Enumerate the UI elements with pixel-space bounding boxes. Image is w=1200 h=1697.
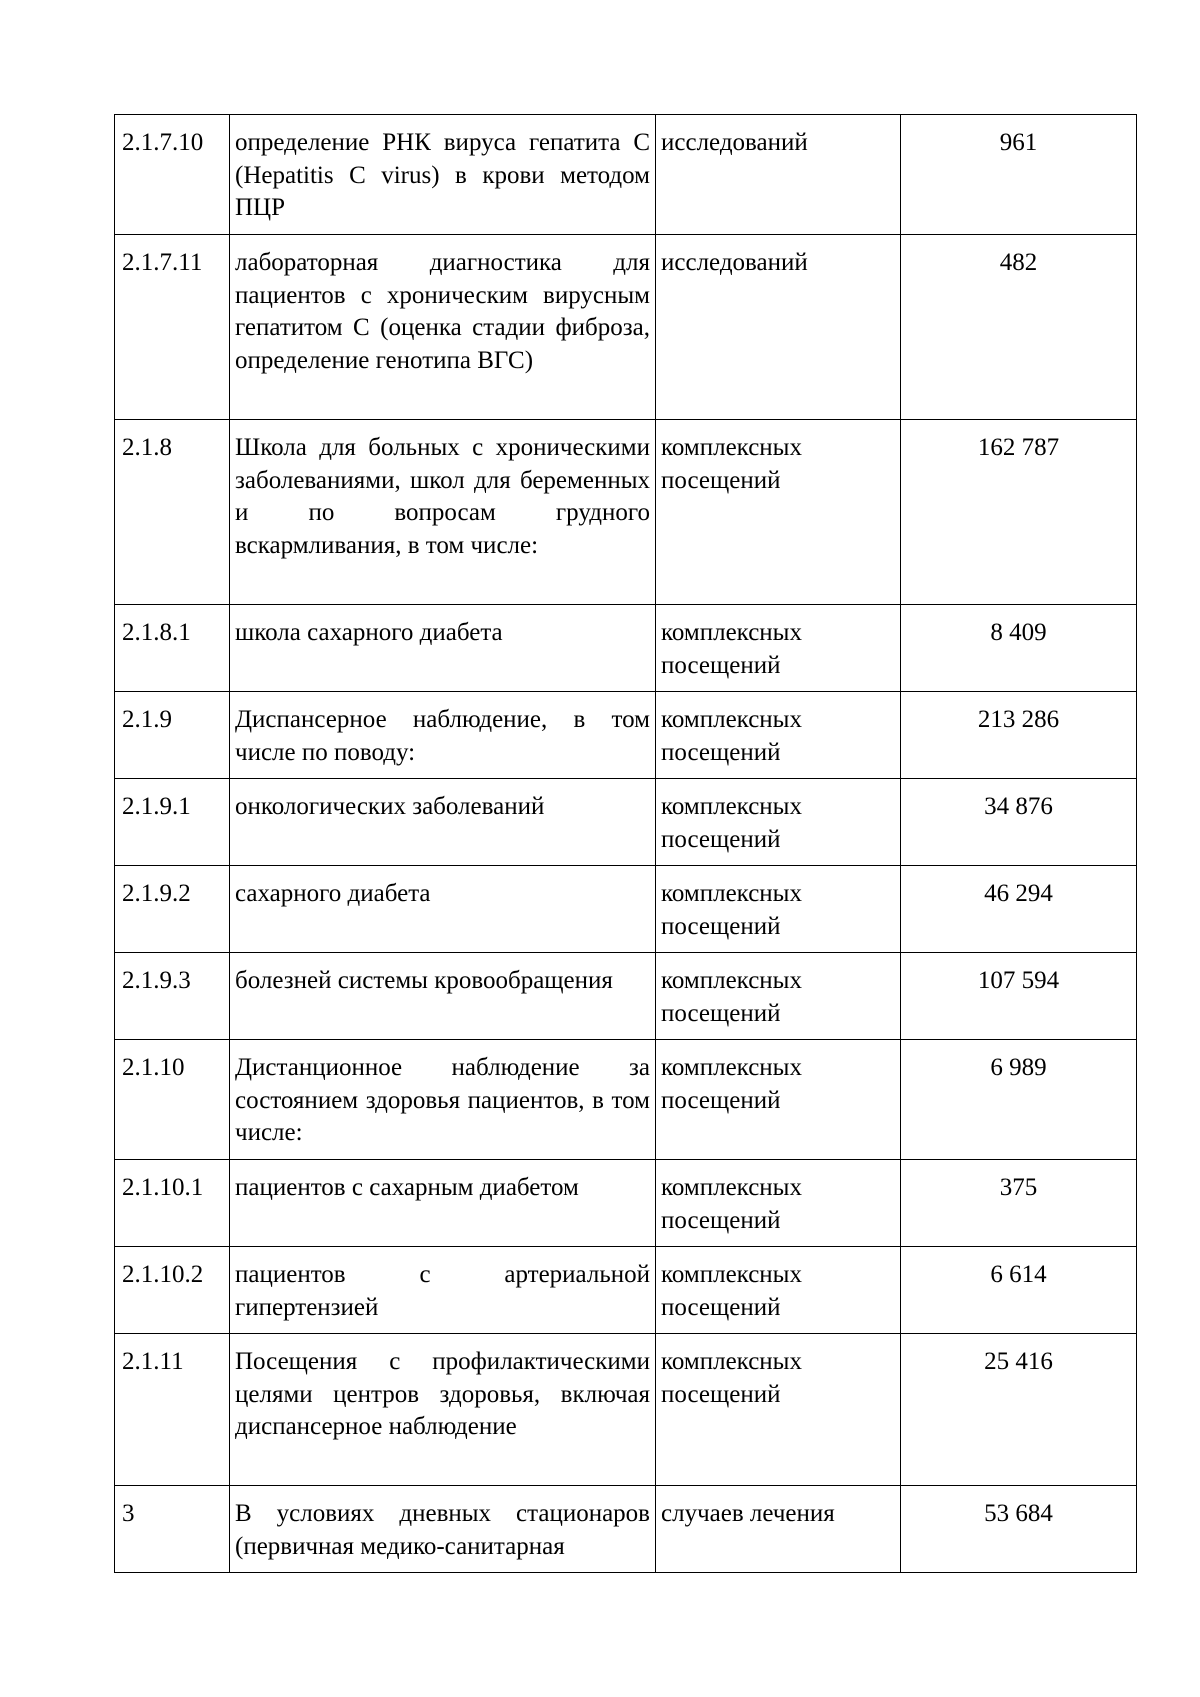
row-code: 2.1.10.2 <box>115 1247 230 1334</box>
row-value: 53 684 <box>901 1486 1137 1573</box>
row-name: пациентов с сахарным диабетом <box>230 1160 656 1247</box>
row-unit: комплексных посещений <box>656 1334 901 1486</box>
row-code: 2.1.7.10 <box>115 115 230 235</box>
table-row <box>115 115 1137 235</box>
row-unit: комплексных посещений <box>656 779 901 866</box>
table-row <box>115 235 1137 420</box>
table-row <box>115 692 1137 779</box>
row-name: определение РНК вируса гепатита С (Hepatitis C virus) в крови методом ПЦР <box>230 115 656 235</box>
row-name: школа сахарного диабета <box>230 605 656 692</box>
row-code: 2.1.11 <box>115 1334 230 1486</box>
row-unit: случаев лечения <box>656 1486 901 1573</box>
table-row <box>115 1334 1137 1486</box>
row-value: 482 <box>901 235 1137 420</box>
row-unit: комплексных посещений <box>656 692 901 779</box>
row-unit: комплексных посещений <box>656 866 901 953</box>
row-code: 2.1.8.1 <box>115 605 230 692</box>
row-unit: комплексных посещений <box>656 1247 901 1334</box>
row-name: В условиях дневных стационаров (первичная медико-санитарная <box>230 1486 656 1573</box>
table-row <box>115 1040 1137 1160</box>
table-row <box>115 1160 1137 1247</box>
row-value: 6 614 <box>901 1247 1137 1334</box>
row-value: 961 <box>901 115 1137 235</box>
row-unit: комплексных посещений <box>656 1160 901 1247</box>
row-code: 2.1.8 <box>115 420 230 605</box>
row-code: 2.1.10 <box>115 1040 230 1160</box>
row-value: 213 286 <box>901 692 1137 779</box>
row-unit: исследований <box>656 115 901 235</box>
row-code: 2.1.9.2 <box>115 866 230 953</box>
row-name: Посещения с профилактическими целями центров здоровья, включая диспансерное наблюдение <box>230 1334 656 1486</box>
row-code: 3 <box>115 1486 230 1573</box>
table-row <box>115 1247 1137 1334</box>
table-row <box>115 866 1137 953</box>
row-value: 6 989 <box>901 1040 1137 1160</box>
row-name: Диспансерное наблюдение, в том числе по поводу: <box>230 692 656 779</box>
row-name: болезней системы кровообращения <box>230 953 656 1040</box>
row-code: 2.1.9.1 <box>115 779 230 866</box>
row-value: 162 787 <box>901 420 1137 605</box>
row-code: 2.1.9 <box>115 692 230 779</box>
row-value: 107 594 <box>901 953 1137 1040</box>
row-name: сахарного диабета <box>230 866 656 953</box>
row-value: 25 416 <box>901 1334 1137 1486</box>
table-body <box>115 115 1137 1573</box>
row-value: 8 409 <box>901 605 1137 692</box>
row-code: 2.1.7.11 <box>115 235 230 420</box>
row-unit: комплексных посещений <box>656 1040 901 1160</box>
row-value: 375 <box>901 1160 1137 1247</box>
row-value: 46 294 <box>901 866 1137 953</box>
volume-table <box>114 114 1137 1573</box>
table-row <box>115 953 1137 1040</box>
row-name: лабораторная диагностика для пациентов с хроническим вирусным гепатитом С (оценка стадии фиброза, определение генотипа ВГС) <box>230 235 656 420</box>
row-code: 2.1.10.1 <box>115 1160 230 1247</box>
row-unit: комплексных посещений <box>656 953 901 1040</box>
row-name: Школа для больных с хроническими заболеваниями, школ для беременных и по вопросам грудного вскармливания, в том числе: <box>230 420 656 605</box>
row-unit: комплексных посещений <box>656 605 901 692</box>
row-name: пациентов с артериальной гипертензией <box>230 1247 656 1334</box>
row-name: онкологических заболеваний <box>230 779 656 866</box>
row-name: Дистанционное наблюдение за состоянием здоровья пациентов, в том числе: <box>230 1040 656 1160</box>
table-row <box>115 779 1137 866</box>
row-unit: комплексных посещений <box>656 420 901 605</box>
table-row <box>115 420 1137 605</box>
row-code: 2.1.9.3 <box>115 953 230 1040</box>
table-row <box>115 605 1137 692</box>
row-unit: исследований <box>656 235 901 420</box>
table-row <box>115 1486 1137 1573</box>
row-value: 34 876 <box>901 779 1137 866</box>
